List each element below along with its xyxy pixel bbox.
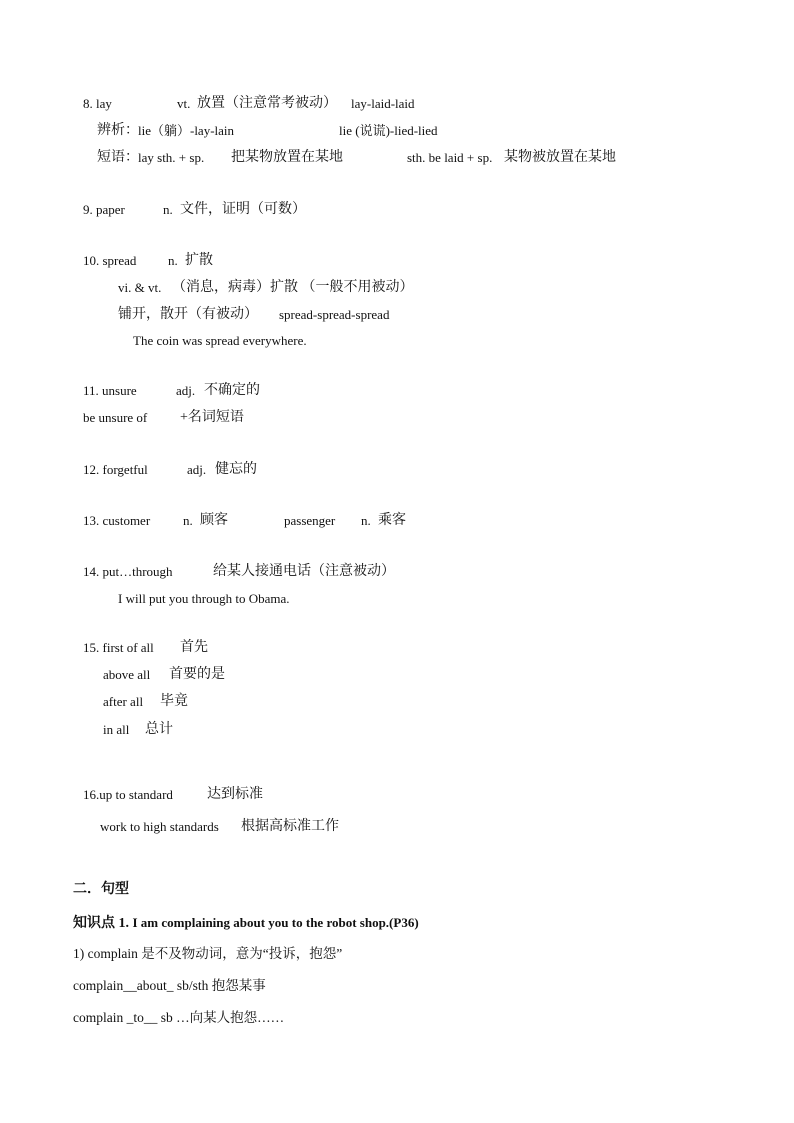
- item11-word: 11. unsure: [83, 383, 137, 398]
- item13-word: 13. customer: [83, 513, 151, 528]
- item11-phrase-meaning: +名词短语: [180, 410, 244, 425]
- item15-meaning: 首要的是: [169, 667, 225, 682]
- item8-lie1: lie（躺）-lay-lain: [138, 123, 235, 138]
- item12-pos: adj.: [187, 462, 207, 477]
- item8-word: 8. lay: [83, 96, 112, 111]
- item8-phrase2: sth. be laid + sp.: [407, 150, 493, 165]
- item8-forms: lay-laid-laid: [351, 96, 415, 111]
- item13-pos: n.: [183, 513, 193, 528]
- item8-phrase-label: 短语：: [97, 150, 139, 165]
- item14-word: 14. put…through: [83, 564, 173, 579]
- item14-meaning: 给某人接通电话（注意被动）: [213, 564, 395, 579]
- item9-word: 9. paper: [83, 202, 125, 217]
- item12-meaning: 健忘的: [215, 462, 257, 477]
- item12-word: 12. forgetful: [83, 462, 148, 477]
- item10-word: 10. spread: [83, 253, 137, 268]
- item9-meaning: 文件，证明（可数）: [180, 202, 306, 217]
- item11-phrase: be unsure of: [83, 410, 148, 425]
- item8-meaning: 放置（注意常考被动）: [197, 96, 337, 111]
- item9-pos: n.: [163, 202, 173, 217]
- item10-example: The coin was spread everywhere.: [133, 333, 307, 348]
- item8-phrase2-meaning: 某物被放置在某地: [504, 150, 616, 165]
- complain-note: 1) complain 是不及物动词，意为“投诉，抱怨”: [73, 946, 343, 961]
- item14-example: I will put you through to Obama.: [118, 591, 290, 606]
- item15-meaning: 首先: [180, 640, 208, 655]
- item10-forms: spread-spread-spread: [279, 307, 390, 322]
- knowledge-point-label: 知识点 1.: [73, 916, 133, 931]
- item15-meaning: 总计: [145, 722, 173, 737]
- item8-lie2: lie (说谎)-lied-lied: [339, 123, 438, 138]
- item11-pos: adj.: [176, 383, 196, 398]
- item16-phrase: work to high standards: [100, 819, 219, 834]
- item8-pos: vt.: [177, 96, 191, 111]
- item10-meaning2: （消息，病毒）扩散 （一般不用被动）: [172, 280, 414, 295]
- item15-meaning: 毕竟: [160, 694, 188, 709]
- item8-analysis-label: 辨析：: [97, 123, 139, 138]
- item13-word2: passenger: [284, 513, 336, 528]
- item10-meaning: 扩散: [185, 253, 213, 268]
- complain-usage-to: complain _to__ sb …向某人抱怨……: [73, 1010, 285, 1025]
- item16-phrase-meaning: 根据高标准工作: [241, 819, 339, 834]
- item10-meaning3: 铺开，散开（有被动）: [118, 307, 258, 322]
- item11-meaning: 不确定的: [204, 383, 260, 398]
- knowledge-point-1: [73, 914, 419, 933]
- item15-phrase: in all: [103, 722, 130, 737]
- item15-phrase: above all: [103, 667, 151, 682]
- item15-phrase: 15. first of all: [83, 640, 154, 655]
- item8-phrase1-meaning: 把某物放置在某地: [231, 150, 343, 165]
- item16-meaning: 达到标准: [207, 787, 263, 802]
- item10-pos: n.: [168, 253, 178, 268]
- item8-phrase1: lay sth. + sp.: [138, 150, 205, 165]
- complain-usage-about: complain__about_ sb/sth 抱怨某事: [73, 978, 266, 993]
- item10-pos2: vi. & vt.: [118, 280, 162, 295]
- item16-word: 16.up to standard: [83, 787, 173, 802]
- item13-pos2: n.: [361, 513, 371, 528]
- item13-meaning2: 乘客: [378, 513, 406, 528]
- knowledge-point-sentence: I am complaining about you to the robot shop.(P36): [132, 915, 419, 930]
- section-heading: 二．句型: [73, 882, 129, 897]
- item13-meaning: 顾客: [200, 513, 228, 528]
- item15-phrase: after all: [103, 694, 144, 709]
